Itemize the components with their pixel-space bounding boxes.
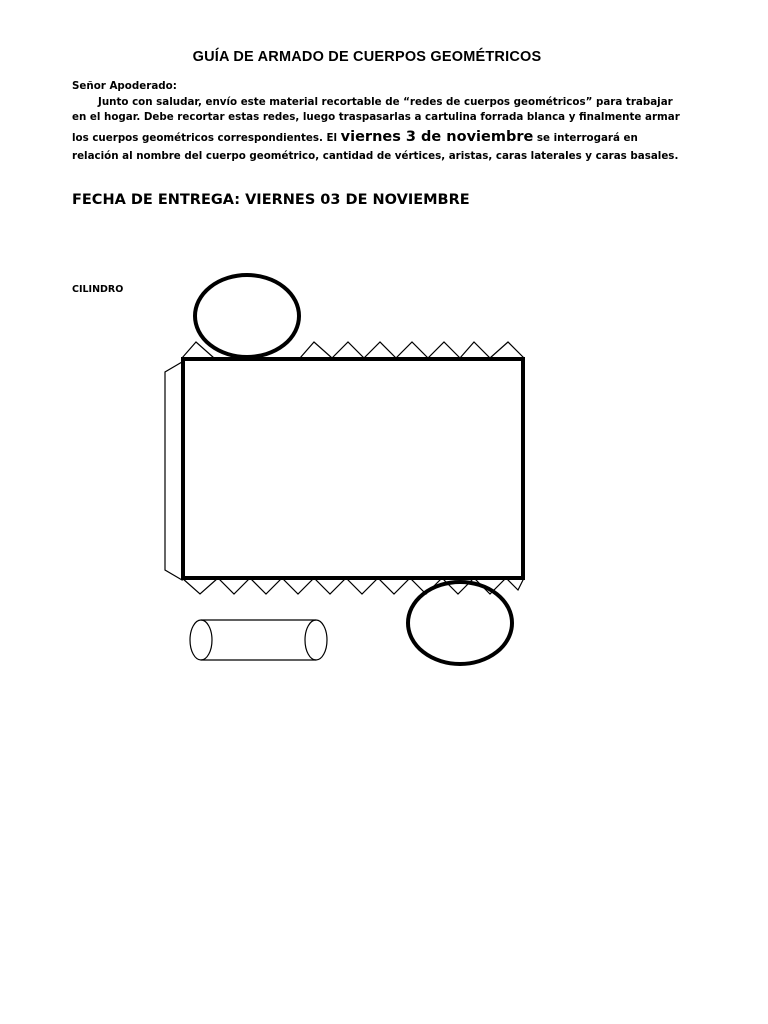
document-title: GUÍA DE ARMADO DE CUERPOS GEOMÉTRICOS [192,49,542,65]
left-glue-flap [165,362,182,580]
figure-label-cylinder: CILINDRO [72,284,124,295]
due-date-heading: FECHA DE ENTREGA: VIERNES 03 DE NOVIEMBRE [72,192,470,208]
bottom-glue-tabs [182,578,524,594]
cylinder-sketch [190,620,327,660]
paragraph-line-3-start: los cuerpos geométricos correspondientes. El [72,132,341,144]
paragraph-line-1: Junto con saludar, envío este material recortable de “redes de cuerpos geométricos” para trabajar [98,96,673,108]
paragraph-line-3-end: se interrogará en [533,132,638,144]
lateral-face-rectangle [183,359,523,578]
salutation: Señor Apoderado: [72,80,177,92]
top-base-circle [195,275,299,357]
highlighted-date: viernes 3 de noviembre [340,129,534,145]
paragraph-line-2: en el hogar. Debe recortar estas redes, luego traspasarlas a cartulina forrada blanca y finalmente armar [72,111,680,123]
paragraph-line-4: relación al nombre del cuerpo geométrico, cantidad de vértices, aristas, caras laterales y caras basales. [72,150,679,162]
bottom-base-circle [408,582,512,664]
